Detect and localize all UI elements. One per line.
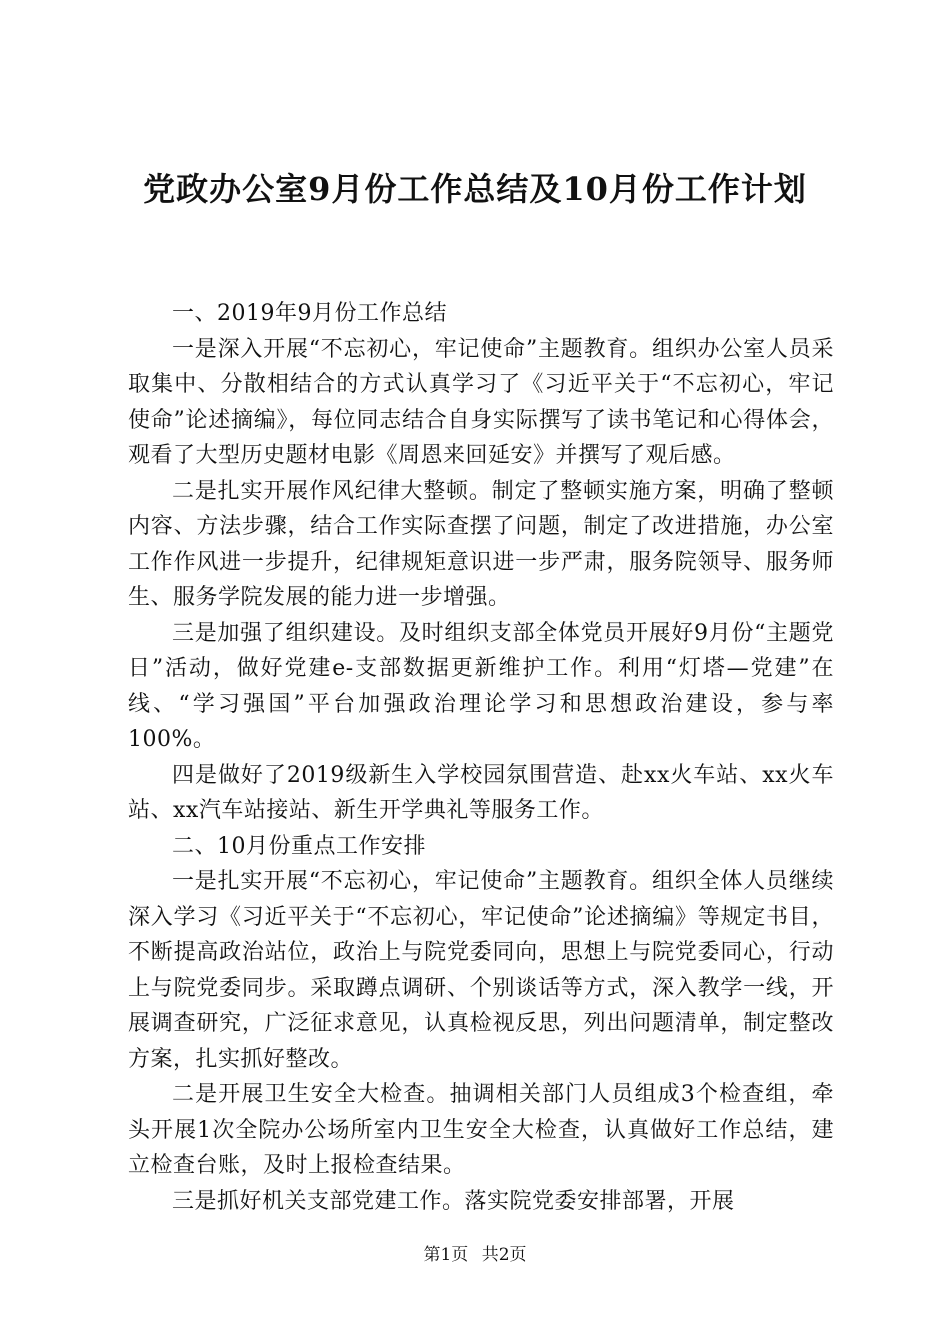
paragraph: 三是抓好机关支部党建工作。落实院党委安排部署，开展 (172, 1188, 735, 1214)
document-body (128, 296, 834, 1219)
page-footer (0, 1244, 950, 1266)
page-total: 共2页 (481, 1245, 527, 1265)
paragraph: 一是扎实开展“不忘初心，牢记使命”主题教育。组织全体人员继续深入学习《习近平关于“不忘初心，牢记使命”论述摘编》等规定书目，不断提高政治站位，政治上与院党委同向，思想上与院党委同心，行动上与院党委同步。采取蹲点调研、个别谈话等方式，深入教学一线，开展调查研究，广泛征求意见，认真检视反思，列出问题清单，制定整改方案，扎实抓好整改。 (128, 869, 834, 1072)
section-heading-1: 一、2019年9月份工作总结 (172, 301, 447, 326)
section-heading-2: 二、10月份重点工作安排 (172, 833, 426, 859)
paragraph: 二是开展卫生安全大检查。抽调相关部门人员组成3个检查组，牵头开展1次全院办公场所室内卫生安全大检查，认真做好工作总结，建立检查台账，及时上报检查结果。 (128, 1082, 834, 1178)
document-title: 党政办公室9月份工作总结及10月份工作计划 (143, 170, 807, 208)
paragraph: 一是深入开展“不忘初心，牢记使命”主题教育。组织办公室人员采取集中、分散相结合的方式认真学习了《习近平关于“不忘初心，牢记使命”论述摘编》，每位同志结合自身实际撰写了读书笔记和心得体会，观看了大型历史题材电影《周恩来回延安》并撰写了观后感。 (128, 336, 834, 468)
paragraph: 三是加强了组织建设。及时组织支部全体党员开展好9月份“主题党日”活动，做好党建e-支部数据更新维护工作。利用“灯塔—党建”在线、“学习强国”平台加强政治理论学习和思想政治建设，参与率100%。 (128, 620, 834, 752)
paragraph: 二是扎实开展作风纪律大整顿。制定了整顿实施方案，明确了整顿内容、方法步骤，结合工作实际查摆了问题，制定了改进措施，办公室工作作风进一步提升，纪律规矩意识进一步严肃，服务院领导、服务师生、服务学院发展的能力进一步增强。 (128, 478, 834, 610)
paragraph: 四是做好了2019级新生入学校园氛围营造、赴xx火车站、xx火车站、xx汽车站接站、新生开学典礼等服务工作。 (128, 762, 834, 823)
page-number: 第1页 (423, 1245, 469, 1265)
